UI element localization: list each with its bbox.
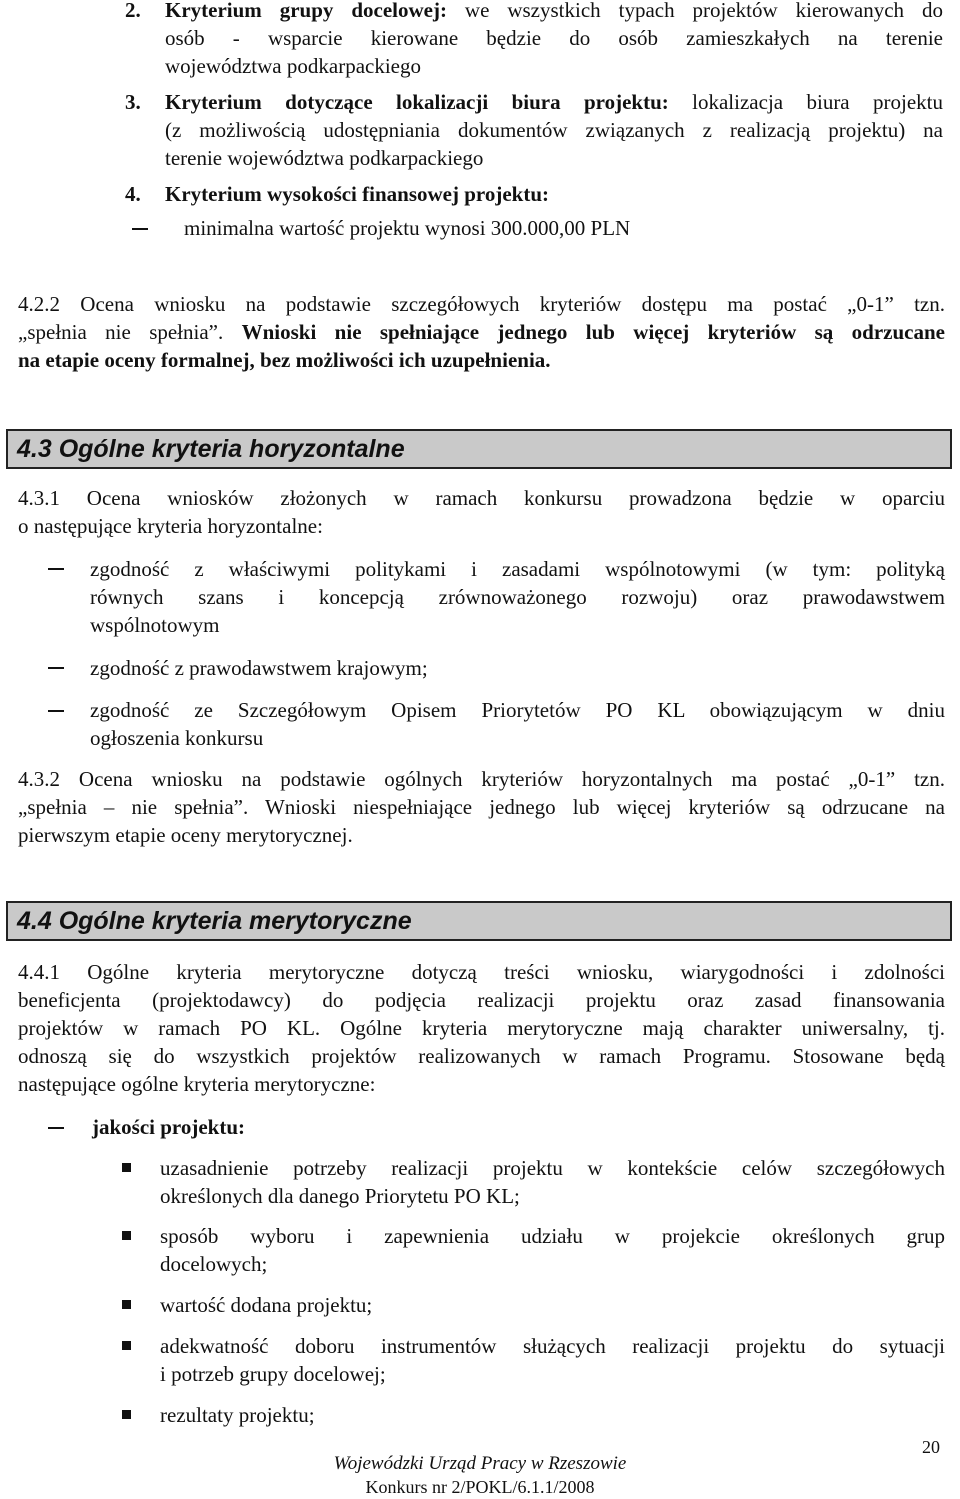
criterion-2-number: 2. <box>125 0 141 22</box>
square-bullet-icon <box>122 1163 131 1172</box>
paragraph-4-4-1-line-4: odnoszą się do wszystkich projektów realizowanych w ramach Programu. Stosowane będą <box>18 1044 945 1068</box>
dash-bullet-icon <box>48 710 64 712</box>
criterion-3-label: Kryterium dotyczące lokalizacji biura projektu: <box>165 90 669 114</box>
quality-item: wartość dodana projektu; <box>160 1293 373 1317</box>
paragraph-4-2-2-line-1: 4.2.2 Ocena wniosku na podstawie szczegółowych kryteriów dostępu ma postać „0-1” tzn. <box>18 292 945 316</box>
section-heading-4-4: 4.4 Ogólne kryteria merytoryczne <box>6 901 952 941</box>
criterion-3-number: 3. <box>125 90 141 114</box>
list-item-line: równych szans i koncepcją zrównoważonego rozwoju) oraz prawodawstwem <box>90 585 945 609</box>
criterion-4-sub: minimalna wartość projektu wynosi 300.000,00 PLN <box>184 216 631 240</box>
paragraph-4-3-2-line-1: 4.3.2 Ocena wniosku na podstawie ogólnych kryteriów horyzontalnych ma postać „0-1” tzn. <box>18 767 945 791</box>
quality-item-line: określonych dla danego Priorytetu PO KL; <box>160 1184 520 1208</box>
dash-bullet-icon <box>48 667 64 669</box>
dash-bullet-icon <box>132 228 148 230</box>
paragraph-4-4-1-line-5: następujące ogólne kryteria merytoryczne: <box>18 1072 376 1096</box>
list-item: zgodność z właściwymi politykami i zasadami wspólnotowymi (w tym: polityką <box>90 557 945 581</box>
quality-item: adekwatność doboru instrumentów służących realizacji projektu do sytuacji <box>160 1334 945 1358</box>
page-number: 20 <box>922 1437 940 1457</box>
criterion-3-line-1 <box>165 88 943 116</box>
criterion-3-line-3: terenie województwa podkarpackiego <box>165 146 484 170</box>
criterion-3-line-2: (z możliwością udostępniania dokumentów związanych z realizacją projektu) na <box>165 118 943 142</box>
square-bullet-icon <box>122 1300 131 1309</box>
square-bullet-icon <box>122 1231 131 1240</box>
criterion-2-text: we wszystkich typach projektów kierowanych do <box>446 0 943 22</box>
paragraph-4-3-2-line-2: „spełnia – nie spełnia”. Wnioski niespełniające jednego lub więcej kryteriów są odrzucane na <box>18 795 945 819</box>
criterion-4-label: Kryterium wysokości finansowej projektu: <box>165 182 550 206</box>
footer-contest: Konkurs nr 2/POKL/6.1.1/2008 <box>365 1477 595 1497</box>
quality-item-line: docelowych; <box>160 1252 268 1276</box>
criterion-2-line-1 <box>165 0 943 24</box>
paragraph-4-4-1-line-1: 4.4.1 Ogólne kryteria merytoryczne dotyczą treści wniosku, wiarygodności i zdolności <box>18 960 945 984</box>
paragraph-4-3-1-line-2: o następujące kryteria horyzontalne: <box>18 514 323 538</box>
quality-item: uzasadnienie potrzeby realizacji projektu w kontekście celów szczegółowych <box>160 1156 945 1180</box>
quality-item: rezultaty projektu; <box>160 1403 315 1427</box>
paragraph-4-2-2-line-3: na etapie oceny formalnej, bez możliwości ich uzupełnienia. <box>18 348 551 372</box>
footer-office: Wojewódzki Urząd Pracy w Rzeszowie <box>333 1453 627 1474</box>
list-item-line: wspólnotowym <box>90 613 220 637</box>
criterion-3-text: lokalizacja biura projektu <box>668 90 944 114</box>
paragraph-4-3-2-line-3: pierwszym etapie oceny merytorycznej. <box>18 823 353 847</box>
paragraph-4-2-2-line-2 <box>18 318 945 346</box>
paragraph-4-4-1-line-2: beneficjenta (projektodawcy) do podjęcia realizacji projektu oraz zasad finansowania <box>18 988 945 1012</box>
square-bullet-icon <box>122 1341 131 1350</box>
dash-bullet-icon <box>48 568 64 570</box>
quality-item-line: i potrzeb grupy docelowej; <box>160 1362 386 1386</box>
square-bullet-icon <box>122 1410 131 1419</box>
list-item: zgodność ze Szczegółowym Opisem Priorytetów PO KL obowiązującym w dniu <box>90 698 945 722</box>
criterion-4-number: 4. <box>125 182 141 206</box>
dash-bullet-icon <box>48 1127 64 1129</box>
criterion-2-line-3: województwa podkarpackiego <box>165 54 421 78</box>
criterion-2-label: Kryterium grupy docelowej: <box>165 0 447 22</box>
criterion-2-line-2: osób - wsparcie kierowane będzie do osób zamieszkałych na terenie <box>165 26 943 50</box>
section-heading-4-3: 4.3 Ogólne kryteria horyzontalne <box>6 429 952 469</box>
paragraph-4-2-2-bold: Wnioski nie spełniające jednego lub więcej kryteriów są odrzucane <box>241 320 945 344</box>
paragraph-4-4-1-line-3: projektów w ramach PO KL. Ogólne kryteria merytoryczne mają charakter uniwersalny, tj. <box>18 1016 945 1040</box>
quality-label: jakości projektu: <box>92 1115 246 1139</box>
paragraph-4-3-1-line-1: 4.3.1 Ocena wniosków złożonych w ramach konkursu prowadzona będzie w oparciu <box>18 486 945 510</box>
paragraph-4-2-2-text: „spełnia nie spełnia”. <box>18 320 242 344</box>
list-item: zgodność z prawodawstwem krajowym; <box>90 656 428 680</box>
quality-item: sposób wyboru i zapewnienia udziału w projekcie określonych grup <box>160 1224 945 1248</box>
list-item-line: ogłoszenia konkursu <box>90 726 264 750</box>
